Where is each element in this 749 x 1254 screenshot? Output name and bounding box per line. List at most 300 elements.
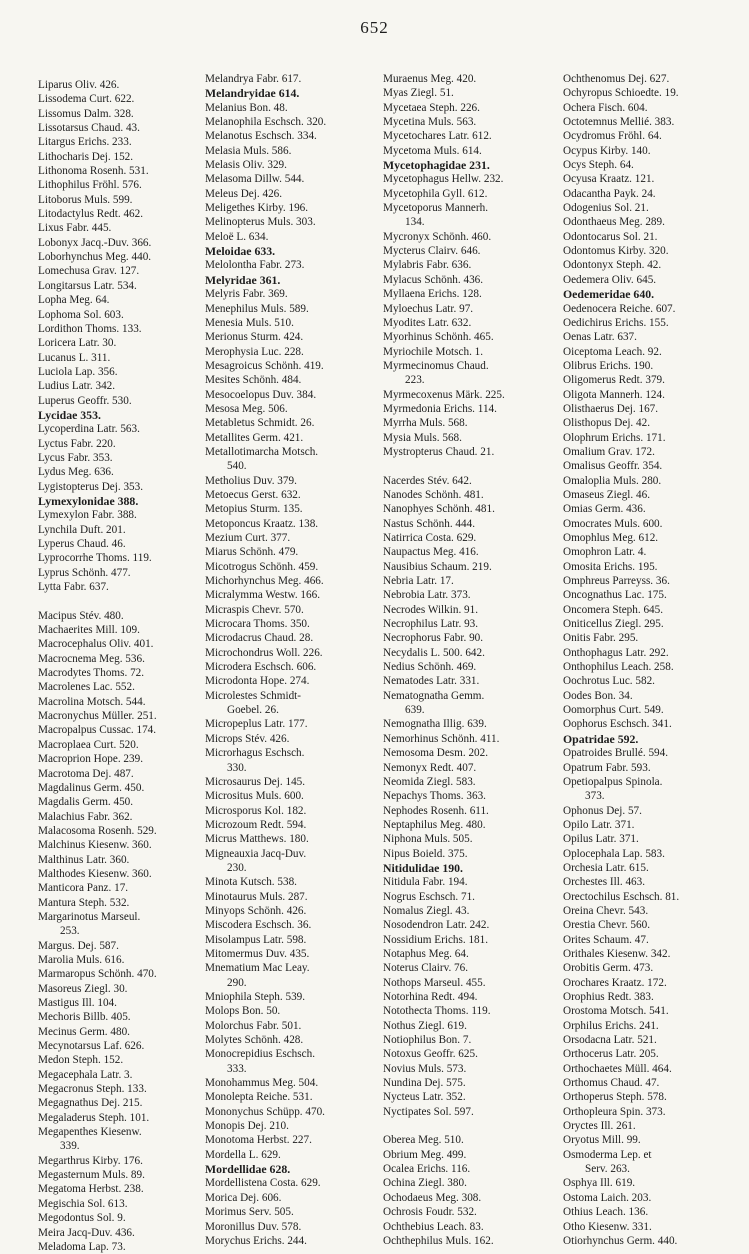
index-entry: Megacephala Latr. 3. — [38, 1068, 133, 1081]
index-entry: Microlestes Schmidt- — [205, 689, 302, 702]
entry-continuation: 253. — [60, 925, 80, 938]
index-entry: Mystropterus Chaud. 21. — [383, 445, 495, 458]
index-entry: Margarinotus Marseul. — [38, 910, 141, 923]
index-entry: Melasoma Dillw. 544. — [205, 173, 305, 186]
index-entry: Lynchila Duft. 201. — [38, 523, 126, 536]
index-entry: Monopis Dej. 210. — [205, 1120, 289, 1133]
index-entry: Necrodes Wilkin. 91. — [383, 603, 479, 616]
index-entry: Meligethes Kirby. 196. — [205, 202, 309, 215]
index-entry: Nanophyes Schönh. 481. — [383, 503, 495, 516]
entry-continuation: 330. — [227, 761, 247, 774]
index-entry: Luciola Lap. 356. — [38, 365, 118, 378]
entry-continuation: Serv. 263. — [585, 1163, 630, 1176]
index-entry: Oryotus Mill. 99. — [563, 1134, 641, 1147]
index-entry: Omocrates Muls. 600. — [563, 517, 663, 530]
entry-continuation: Goebel. 26. — [227, 704, 279, 717]
entry-continuation: 540. — [227, 460, 247, 473]
index-entry: Oedichirus Erichs. 155. — [563, 316, 669, 329]
entry-continuation: 333. — [227, 1062, 247, 1075]
index-entry: Lissotarsus Chaud. 43. — [38, 122, 140, 135]
entry-continuation: 230. — [227, 861, 247, 874]
index-entry: Neptaphilus Meg. 480. — [383, 818, 486, 831]
index-entry: Nundina Dej. 575. — [383, 1077, 466, 1090]
index-entry: Macrodytes Thoms. 72. — [38, 667, 145, 680]
family-entry: Lycidae 353. — [38, 407, 101, 422]
index-entry: Necrophorus Fabr. 90. — [383, 632, 484, 645]
index-entry: Microcara Thoms. 350. — [205, 618, 310, 631]
index-entry: Malachius Fabr. 362. — [38, 810, 133, 823]
index-entry: Melyris Fabr. 369. — [205, 288, 288, 301]
index-entry: Naupactus Meg. 416. — [383, 546, 479, 559]
index-entry: Olophrum Erichs. 171. — [563, 431, 666, 444]
index-entry: Minota Kutsch. 538. — [205, 876, 297, 889]
index-entry: Ochrosis Foudr. 532. — [383, 1206, 477, 1219]
index-entry: Megodontus Sol. 9. — [38, 1212, 126, 1225]
index-entry: Meleus Dej. 426. — [205, 187, 283, 200]
index-entry: Mecynotarsus Laf. 626. — [38, 1040, 145, 1053]
index-entry: Mycetoma Muls. 614. — [383, 144, 482, 157]
index-entry: Mycetochares Latr. 612. — [383, 130, 492, 143]
index-entry: Lyprus Schönh. 477. — [38, 566, 131, 579]
index-entry: Myodites Latr. 632. — [383, 316, 472, 329]
index-entry: Nogrus Eschsch. 71. — [383, 890, 475, 903]
index-entry: Malthinus Latr. 360. — [38, 853, 130, 866]
page-number: 652 — [360, 18, 389, 37]
index-entry: Mastigus Ill. 104. — [38, 997, 117, 1009]
index-entry: Orithales Kiesenw. 342. — [563, 947, 671, 960]
index-entry: Lithophilus Fröhl. 576. — [38, 179, 142, 192]
index-entry: Nepachys Thoms. 363. — [383, 790, 486, 803]
index-entry: Mitomermus Duv. 435. — [205, 947, 310, 960]
index-entry: Medon Steph. 152. — [38, 1054, 124, 1067]
index-entry: Noterus Clairv. 76. — [383, 962, 469, 975]
index-entry: Necrophilus Latr. 93. — [383, 618, 479, 631]
index-entry: Ocydromus Fröhl. 64. — [563, 130, 662, 143]
index-entry: Omphreus Parreyss. 36. — [563, 575, 670, 588]
index-entry: Oreina Chevr. 543. — [563, 904, 649, 917]
index-entry: Mycetophila Gyll. 612. — [383, 187, 488, 200]
index-entry: Lixus Fabr. 445. — [38, 222, 112, 235]
index-entry: Oophorus Eschsch. 341. — [563, 718, 672, 731]
section-gap — [383, 459, 553, 473]
index-entry: Nothops Marseul. 455. — [383, 976, 486, 989]
index-entry: Nitidula Fabr. 194. — [383, 876, 468, 889]
index-entry: Oenas Latr. 637. — [563, 331, 637, 344]
index-entry: Mordellistena Costa. 629. — [205, 1177, 321, 1190]
index-entry: Malchinus Kiesenw. 360. — [38, 839, 152, 852]
index-entry: Opetiopalpus Spinola. — [563, 775, 663, 788]
index-entry: Meloë L. 634. — [205, 230, 269, 243]
index-entry: Odontonyx Steph. 42. — [563, 259, 662, 272]
index-entry: Myloechus Latr. 97. — [383, 302, 474, 315]
index-entry: Nomalus Ziegl. 43. — [383, 904, 470, 917]
index-entry: Micotrogus Schönh. 459. — [205, 560, 319, 573]
index-entry: Melinopterus Muls. 303. — [205, 216, 316, 229]
index-entry: Ochyropus Schioedte. 19. — [563, 87, 679, 100]
index-entry: Meira Jacq-Duv. 436. — [38, 1226, 135, 1239]
index-entry: Nemorhinus Schönh. 411. — [383, 732, 500, 745]
index-entry: Notoxus Geoffr. 625. — [383, 1048, 478, 1061]
index-entry: Nycteus Latr. 352. — [383, 1091, 466, 1104]
index-entry: Macrocnema Meg. 536. — [38, 652, 145, 665]
index-entry: Lytta Fabr. 637. — [38, 581, 109, 594]
index-entry: Lycus Fabr. 353. — [38, 451, 113, 464]
index-entry: Omophron Latr. 4. — [563, 546, 647, 559]
index-entry: Neomida Ziegl. 583. — [383, 775, 476, 788]
index-entry: Orthopleura Spin. 373. — [563, 1105, 666, 1118]
index-entry: Orostoma Motsch. 541. — [563, 1005, 669, 1018]
index-entry: Nemognatha Illig. 639. — [383, 718, 487, 731]
index-entry: Ostoma Laich. 203. — [563, 1191, 652, 1204]
index-entry: Orchesia Latr. 615. — [563, 861, 649, 874]
index-entry: Microdonta Hope. 274. — [205, 675, 310, 688]
index-entry: Lucanus L. 311. — [38, 351, 111, 364]
index-entry: Mylacus Schönh. 436. — [383, 273, 484, 286]
index-entry: Molytes Schönh. 428. — [205, 1034, 304, 1047]
index-column-3 — [383, 72, 553, 1248]
index-entry: Ocys Steph. 64. — [563, 159, 634, 172]
index-entry: Otho Kiesenw. 331. — [563, 1220, 652, 1233]
index-entry: Oncomera Steph. 645. — [563, 603, 664, 616]
index-entry: Mesagroicus Schönh. 419. — [205, 359, 324, 372]
index-entry: Mantura Steph. 532. — [38, 896, 130, 909]
index-entry: Otiorhynchus Germ. 440. — [563, 1234, 678, 1247]
index-entry: Microrhagus Eschsch. — [205, 747, 305, 760]
index-entry: Lithocharis Dej. 152. — [38, 150, 134, 163]
index-entry: Mordella L. 629. — [205, 1148, 281, 1161]
index-entry: Melanophila Eschsch. 320. — [205, 116, 327, 129]
index-entry: Macroplaea Curt. 520. — [38, 738, 139, 751]
index-column-1 — [38, 78, 198, 1254]
index-entry: Oiceptoma Leach. 92. — [563, 345, 662, 358]
index-entry: Marmaropus Schönh. 470. — [38, 968, 157, 981]
index-entry: Nastus Schönh. 444. — [383, 517, 475, 530]
index-entry: Lyctus Fabr. 220. — [38, 437, 116, 450]
index-entry: Nematognatha Gemm. — [383, 689, 485, 702]
index-entry: Metoecus Gerst. 632. — [205, 488, 301, 501]
index-entry: Olibrus Erichs. 190. — [563, 359, 654, 372]
family-entry: Opatridae 592. — [563, 731, 639, 746]
index-entry: Loborhynchus Meg. 440. — [38, 251, 152, 264]
index-entry: Micrositus Muls. 600. — [205, 790, 304, 803]
index-entry: Oncognathus Lac. 175. — [563, 589, 667, 602]
family-entry: Nitidulidae 190. — [383, 860, 463, 875]
index-entry: Osphya Ill. 619. — [563, 1177, 636, 1190]
index-entry: Macronychus Müller. 251. — [38, 710, 157, 723]
index-entry: Manticora Panz. 17. — [38, 882, 129, 895]
index-entry: Nyctipates Sol. 597. — [383, 1105, 474, 1118]
index-entry: Microsaurus Dej. 145. — [205, 775, 306, 788]
entry-continuation: 223. — [405, 374, 425, 387]
index-entry: Novius Muls. 573. — [383, 1062, 467, 1075]
index-entry: Megagnathus Dej. 215. — [38, 1097, 143, 1110]
index-entry: Macropalpus Cussac. 174. — [38, 724, 157, 737]
index-column-2 — [205, 72, 373, 1248]
index-entry: Ocypus Kirby. 140. — [563, 144, 651, 157]
index-entry: Margus. Dej. 587. — [38, 939, 119, 952]
index-entry: Myrrha Muls. 568. — [383, 417, 468, 430]
index-entry: Myrmecoxenus Märk. 225. — [383, 388, 505, 401]
index-entry: Onthophilus Leach. 258. — [563, 661, 674, 674]
index-entry: Microdera Eschsch. 606. — [205, 661, 317, 674]
index-entry: Opatroides Brullé. 594. — [563, 747, 669, 760]
entry-continuation: 290. — [227, 976, 247, 989]
index-entry: Oryctes Ill. 261. — [563, 1120, 636, 1133]
index-entry: Ochthephilus Muls. 162. — [383, 1234, 494, 1247]
index-entry: Notothecta Thoms. 119. — [383, 1005, 491, 1018]
index-entry: Octotemnus Mellié. 383. — [563, 116, 675, 129]
index-entry: Metallotimarcha Motsch. — [205, 445, 319, 458]
index-entry: Merionus Sturm. 424. — [205, 331, 304, 344]
index-entry: Natirrica Costa. 629. — [383, 532, 477, 544]
index-entry: Lissodema Curt. 622. — [38, 93, 135, 106]
index-entry: Monotoma Herbst. 227. — [205, 1134, 312, 1147]
index-entry: Litoborus Muls. 599. — [38, 193, 133, 206]
index-entry: Oberea Meg. 510. — [383, 1134, 464, 1147]
index-entry: Nausibius Schaum. 219. — [383, 560, 492, 573]
index-entry: Orestia Chevr. 560. — [563, 919, 650, 932]
index-entry: Marolia Muls. 616. — [38, 953, 125, 966]
index-entry: Opilus Latr. 371. — [563, 833, 639, 846]
index-entry: Omalium Grav. 172. — [563, 445, 655, 458]
index-entry: Macrolenes Lac. 552. — [38, 681, 135, 694]
index-entry: Lymexylon Fabr. 388. — [38, 509, 137, 522]
index-entry: Macrocephalus Oliv. 401. — [38, 638, 154, 651]
index-entry: Odonthaeus Meg. 289. — [563, 216, 665, 229]
index-entry: Luperus Geoffr. 530. — [38, 394, 132, 407]
index-entry: Ocyusa Kraatz. 121. — [563, 173, 655, 186]
index-entry: Lydus Meg. 636. — [38, 466, 114, 479]
index-entry: Oomorphus Curt. 549. — [563, 704, 664, 717]
index-entry: Lobonyx Jacq.-Duv. 366. — [38, 236, 152, 249]
index-entry: Nanodes Schönh. 481. — [383, 488, 484, 501]
index-entry: Nothus Ziegl. 619. — [383, 1019, 467, 1032]
index-entry: Morimus Serv. 505. — [205, 1206, 294, 1219]
index-entry: Muraenus Meg. 420. — [383, 73, 477, 85]
index-entry: Orophius Redt. 383. — [563, 991, 654, 1003]
index-entry: Megaladerus Steph. 101. — [38, 1111, 150, 1124]
index-entry: Menesia Muls. 510. — [205, 316, 294, 329]
index-entry: Metoponcus Kraatz. 138. — [205, 517, 319, 530]
index-entry: Melasis Oliv. 329. — [205, 159, 287, 172]
index-entry: Lophoma Sol. 603. — [38, 308, 124, 321]
index-entry: Onthophagus Latr. 292. — [563, 646, 669, 659]
index-entry: Ochina Ziegl. 380. — [383, 1177, 467, 1190]
index-entry: Orthomus Chaud. 47. — [563, 1077, 660, 1090]
index-entry: Odogenius Sol. 21. — [563, 202, 649, 215]
index-entry: Malthodes Kiesenw. 360. — [38, 867, 152, 880]
index-entry: Molorchus Fabr. 501. — [205, 1019, 302, 1032]
index-entry: Orthochaetes Müll. 464. — [563, 1062, 672, 1075]
index-entry: Oligomerus Redt. 379. — [563, 374, 665, 387]
index-entry: Metopius Sturm. 135. — [205, 503, 303, 516]
index-entry: Megarthrus Kirby. 176. — [38, 1154, 143, 1167]
index-entry: Mezium Curt. 377. — [205, 532, 291, 544]
index-entry: Omalisus Geoffr. 354. — [563, 460, 663, 473]
index-entry: Lygistopterus Dej. 353. — [38, 480, 144, 493]
index-entry: Magdalinus Germ. 450. — [38, 781, 145, 794]
family-entry: Lymexylonidae 388. — [38, 493, 139, 508]
index-entry: Megatoma Herbst. 238. — [38, 1183, 144, 1196]
index-entry: Oedenocera Reiche. 607. — [563, 302, 676, 315]
index-entry: Mnematium Mac Leay. — [205, 962, 310, 975]
index-entry: Magdalis Germ. 450. — [38, 796, 134, 809]
index-entry: Mononychus Schüpp. 470. — [205, 1105, 325, 1118]
index-entry: Myorhinus Schönh. 465. — [383, 331, 494, 344]
index-entry: Micraspis Chevr. 570. — [205, 603, 304, 616]
index-entry: Odontomus Kirby. 320. — [563, 245, 669, 258]
index-entry: Ochthebius Leach. 83. — [383, 1220, 484, 1233]
index-entry: Oedemera Oliv. 645. — [563, 273, 657, 286]
index-entry: Misolampus Latr. 598. — [205, 933, 307, 946]
entry-continuation: 339. — [60, 1140, 80, 1153]
index-entry: Mesites Schönh. 484. — [205, 374, 302, 387]
index-entry: Migneauxia Jacq-Duv. — [205, 847, 307, 860]
index-entry: Odacantha Payk. 24. — [563, 187, 656, 200]
index-entry: Mniophila Steph. 539. — [205, 991, 306, 1003]
index-entry: Orsodacna Latr. 521. — [563, 1034, 657, 1047]
index-entry: Minyops Schönh. 426. — [205, 904, 307, 917]
index-entry: Ophonus Dej. 57. — [563, 804, 642, 817]
index-entry: Lyprocorrhe Thoms. 119. — [38, 552, 152, 565]
index-entry: Myrmedonia Erichs. 114. — [383, 402, 497, 415]
family-entry: Meloidae 633. — [205, 244, 276, 259]
section-gap — [383, 1119, 553, 1133]
index-entry: Megischia Sol. 613. — [38, 1197, 128, 1210]
index-entry: Omaseus Ziegl. 46. — [563, 488, 650, 501]
entry-continuation: 134. — [405, 216, 425, 229]
index-entry: Melandrya Fabr. 617. — [205, 73, 302, 85]
index-entry: Mesocoelopus Duv. 384. — [205, 388, 317, 401]
index-entry: Nossidium Erichs. 181. — [383, 933, 489, 946]
index-entry: Myriochile Motsch. 1. — [383, 345, 484, 358]
index-entry: Microps Stév. 426. — [205, 732, 290, 745]
index-entry: Mycronyx Schönh. 460. — [383, 230, 492, 243]
index-entry: Masoreus Ziegl. 30. — [38, 982, 128, 995]
index-entry: Merophysia Luc. 228. — [205, 345, 304, 358]
index-entry: Mysia Muls. 568. — [383, 431, 462, 444]
index-entry: Nephodes Rosenh. 611. — [383, 804, 489, 817]
index-entry: Notorhina Redt. 494. — [383, 991, 478, 1003]
index-entry: Morica Dej. 606. — [205, 1191, 282, 1204]
index-entry: Orphilus Erichs. 241. — [563, 1019, 659, 1032]
index-entry: Odontocarus Sol. 21. — [563, 230, 658, 243]
index-entry: Metabletus Schmidt. 26. — [205, 417, 315, 430]
index-entry: Orobitis Germ. 473. — [563, 962, 654, 975]
index-entry: Ocalea Erichs. 116. — [383, 1163, 471, 1176]
index-entry: Microzoum Redt. 594. — [205, 818, 307, 831]
index-entry: Opilo Latr. 371. — [563, 818, 635, 831]
index-entry: Mycetina Muls. 563. — [383, 116, 477, 129]
index-entry: Metholius Duv. 379. — [205, 474, 297, 487]
index-entry: Niphona Muls. 505. — [383, 833, 473, 846]
index-entry: Oochrotus Luc. 582. — [563, 675, 655, 688]
family-entry: Melandryidae 614. — [205, 86, 300, 101]
index-entry: Michorhynchus Meg. 466. — [205, 575, 324, 588]
index-entry: Machaerites Mill. 109. — [38, 624, 140, 637]
index-entry: Nemosoma Desm. 202. — [383, 747, 489, 760]
index-entry: Oplocephala Lap. 583. — [563, 847, 665, 860]
index-entry: Mesosa Meg. 506. — [205, 402, 288, 415]
family-entry: Oedemeridae 640. — [563, 287, 655, 302]
entry-continuation: 639. — [405, 704, 425, 717]
index-entry: Mecinus Germ. 480. — [38, 1025, 130, 1038]
index-entry: Orectochilus Eschsch. 81. — [563, 890, 680, 903]
index-entry: Oniticellus Ziegl. 295. — [563, 618, 664, 631]
index-entry: Mycetaea Steph. 226. — [383, 101, 480, 114]
section-gap — [38, 594, 198, 608]
index-entry: Onitis Fabr. 295. — [563, 632, 639, 645]
index-entry: Miscodera Eschsch. 36. — [205, 919, 312, 932]
index-entry: Menephilus Muls. 589. — [205, 302, 309, 315]
index-entry: Notaphus Meg. 64. — [383, 947, 469, 960]
index-entry: Micrus Matthews. 180. — [205, 833, 309, 846]
index-entry: Orthocerus Latr. 205. — [563, 1048, 659, 1061]
index-entry: Megasternum Muls. 89. — [38, 1169, 145, 1182]
index-entry: Orites Schaum. 47. — [563, 933, 649, 946]
index-entry: Miarus Schönh. 479. — [205, 546, 299, 559]
index-entry: Lopha Meg. 64. — [38, 294, 110, 307]
index-entry: Micralymma Westw. 166. — [205, 589, 320, 602]
index-entry: Nosodendron Latr. 242. — [383, 919, 490, 932]
index-entry: Notiophilus Bon. 7. — [383, 1034, 472, 1047]
index-entry: Oligota Mannerh. 124. — [563, 388, 665, 401]
index-entry: Macrolina Motsch. 544. — [38, 695, 146, 708]
index-entry: Orthoperus Steph. 578. — [563, 1091, 667, 1104]
index-entry: Ochthenomus Dej. 627. — [563, 73, 670, 85]
index-entry: Omophlus Meg. 612. — [563, 532, 659, 544]
index-entry: Microdacrus Chaud. 28. — [205, 632, 314, 645]
family-entry: Mycetophagidae 231. — [383, 158, 490, 173]
index-entry: Minotaurus Muls. 287. — [205, 890, 308, 903]
index-entry: Nebria Latr. 17. — [383, 575, 454, 588]
index-entry: Monocrepidius Eschsch. — [205, 1048, 315, 1061]
index-entry: Megacronus Steph. 133. — [38, 1083, 147, 1096]
index-entry: Melolontha Fabr. 273. — [205, 259, 305, 272]
index-entry: Litodactylus Redt. 462. — [38, 208, 144, 221]
index-entry: Melanotus Eschsch. 334. — [205, 130, 317, 143]
index-entry: Orchestes Ill. 463. — [563, 876, 646, 889]
index-entry: Myrmecinomus Chaud. — [383, 359, 489, 372]
index-entry: Nedius Schönh. 469. — [383, 661, 477, 674]
index-entry: Orochares Kraatz. 172. — [563, 976, 667, 989]
entry-continuation: 373. — [585, 790, 605, 803]
index-entry: Loricera Latr. 30. — [38, 337, 117, 350]
index-column-4 — [563, 72, 743, 1248]
index-entry: Nebrobia Latr. 373. — [383, 589, 471, 602]
index-entry: Nemonyx Redt. 407. — [383, 761, 477, 774]
index-entry: Omias Germ. 436. — [563, 503, 646, 516]
index-entry: Monohammus Meg. 504. — [205, 1077, 319, 1090]
index-entry: Monolepta Reiche. 531. — [205, 1091, 313, 1104]
index-entry: Opatrum Fabr. 593. — [563, 761, 651, 774]
index-entry: Megapenthes Kiesenw. — [38, 1126, 142, 1139]
index-entry: Othius Leach. 136. — [563, 1206, 649, 1219]
index-entry: Meladoma Lap. 73. — [38, 1240, 126, 1253]
index-entry: Lissomus Dalm. 328. — [38, 107, 134, 120]
index-entry: Lomechusa Grav. 127. — [38, 265, 140, 278]
index-entry: Ludius Latr. 342. — [38, 380, 116, 393]
index-entry: Myas Ziegl. 51. — [383, 87, 454, 100]
index-entry: Moronillus Duv. 578. — [205, 1220, 302, 1233]
index-entry: Morychus Erichs. 244. — [205, 1234, 307, 1247]
index-entry: Mycterus Clairv. 646. — [383, 245, 481, 258]
index-entry: Metallites Germ. 421. — [205, 431, 304, 444]
index-entry: Nacerdes Stév. 642. — [383, 474, 472, 487]
index-entry: Necydalis L. 500. 642. — [383, 646, 485, 659]
index-entry: Macipus Stév. 480. — [38, 609, 124, 622]
index-entry: Melanius Bon. 48. — [205, 101, 288, 114]
